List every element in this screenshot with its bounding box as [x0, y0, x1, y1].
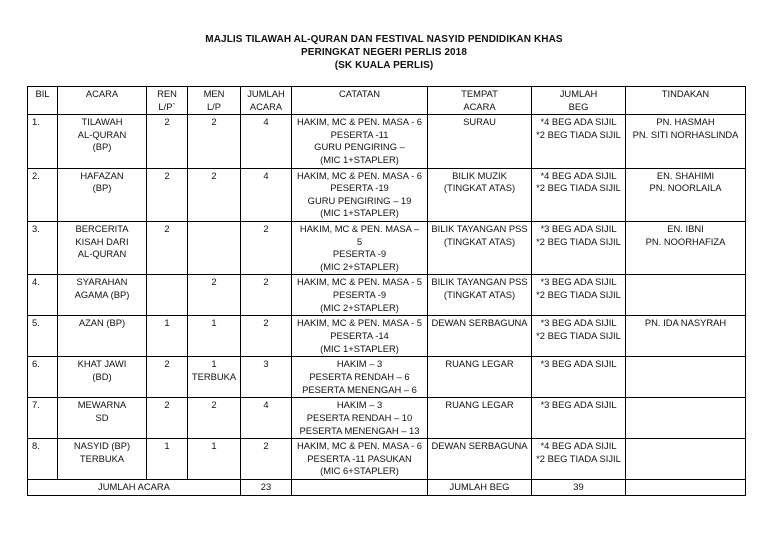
cell-jumlah-acara: 2: [241, 275, 292, 316]
cell-line: HAKIM, MC & PEN. MASA –: [299, 222, 420, 234]
cell-jumlah-beg: [532, 439, 626, 480]
cell-line: *3 BEG ADA SIJIL: [540, 276, 617, 288]
header-jumlah-acara: JUMLAH ACARA: [241, 87, 292, 115]
cell-line: 1: [211, 440, 217, 452]
cell-line: PESERTA -14: [330, 329, 389, 341]
cell-men: [188, 115, 241, 168]
cell-acara: [58, 439, 147, 480]
cell-tindakan: [626, 439, 746, 480]
cell-line: 2: [211, 399, 217, 411]
cell-line: TERBUKA: [79, 452, 125, 464]
cell-line: DEWAN SERBAGUNA: [431, 317, 528, 329]
table-row: [28, 221, 746, 274]
header-ren: REN L/P`: [147, 87, 188, 115]
cell-line: 1: [211, 317, 217, 329]
schedule-table: [27, 86, 746, 496]
table-header-row: [28, 87, 746, 115]
cell-bil: 2.: [28, 168, 58, 221]
cell-tindakan: [626, 316, 746, 357]
title-line-1: MAJLIS TILAWAH AL-QURAN DAN FESTIVAL NASYID PENDIDIKAN KHAS: [205, 34, 563, 45]
cell-tempat: [428, 115, 532, 168]
cell-line: AZAN (BP): [78, 317, 126, 329]
cell-bil: 4.: [28, 275, 58, 316]
cell-line: HAKIM, MC & PEN. MASA - 5: [296, 317, 423, 329]
cell-line: KISAH DARI: [75, 235, 129, 247]
cell-jumlah-acara: 4: [241, 398, 292, 439]
cell-line: (MIC 1+STAPLER): [320, 342, 399, 354]
footer-empty-tindakan: [626, 480, 746, 496]
cell-tempat: [428, 398, 532, 439]
cell-line: BERCERITA: [75, 222, 129, 234]
cell-line: PESERTA -9: [332, 288, 387, 300]
cell-catatan: [292, 168, 428, 221]
cell-line: PESERTA RENDAH – 6: [309, 370, 410, 382]
cell-line: (MIC 1+STAPLER): [320, 207, 399, 219]
cell-jumlah-acara: 2: [241, 316, 292, 357]
cell-jumlah-acara: 4: [241, 115, 292, 168]
cell-tindakan: [626, 115, 746, 168]
cell-line: *2 BEG TIADA SIJIL: [536, 288, 621, 300]
cell-line: TERBUKA: [191, 370, 237, 382]
cell-line: *4 BEG ADA SIJIL: [540, 116, 617, 128]
cell-tempat: [428, 221, 532, 274]
cell-line: PESERTA -9: [332, 248, 387, 260]
cell-line: GURU PENGIRING – 19: [307, 194, 412, 206]
cell-line: PN. IDA NASYRAH: [644, 317, 727, 329]
cell-line: *3 BEG ADA SIJIL: [540, 222, 617, 234]
cell-acara: [58, 221, 147, 274]
cell-line: 1: [211, 358, 217, 370]
header-acara: ACARA: [58, 87, 147, 115]
cell-line: (MIC 2+STAPLER): [320, 301, 399, 313]
jumlah-acara-label: JUMLAH ACARA: [28, 480, 241, 496]
cell-acara: [58, 115, 147, 168]
cell-line: EN. SHAHIMI: [656, 169, 715, 181]
cell-line: 2: [211, 169, 217, 181]
cell-line: *2 BEG TIADA SIJIL: [536, 128, 621, 140]
cell-line: AGAMA (BP): [74, 288, 130, 300]
cell-line: *2 BEG TIADA SIJIL: [536, 235, 621, 247]
cell-line: (TINGKAT ATAS): [443, 235, 516, 247]
cell-line: HAKIM, MC & PEN. MASA - 5: [296, 276, 423, 288]
cell-line: (MIC 1+STAPLER): [320, 153, 399, 165]
jumlah-beg-label: JUMLAH BEG: [428, 480, 532, 496]
cell-line: PN. NOORHAFIZA: [645, 235, 726, 247]
cell-line: *3 BEG ADA SIJIL: [540, 317, 617, 329]
cell-line: PN. NOORLAILA: [649, 182, 722, 194]
cell-line: PESERTA -11: [330, 128, 389, 140]
cell-line: (BP): [92, 182, 112, 194]
cell-line: BILIK TAYANGAN PSS: [431, 222, 528, 234]
cell-line: SYARAHAN: [76, 276, 128, 288]
cell-ren: [147, 275, 188, 316]
cell-bil: 1.: [28, 115, 58, 168]
cell-bil: 7.: [28, 398, 58, 439]
cell-ren: 1: [147, 439, 188, 480]
cell-bil: 6.: [28, 357, 58, 398]
cell-line: 2: [211, 116, 217, 128]
cell-jumlah-acara: 2: [241, 221, 292, 274]
cell-men: [188, 357, 241, 398]
cell-line: *2 BEG TIADA SIJIL: [536, 452, 621, 464]
cell-tindakan: [626, 168, 746, 221]
jumlah-acara-value: 23: [241, 480, 292, 496]
table-row: [28, 398, 746, 439]
cell-line: PESERTA -19: [330, 182, 389, 194]
cell-line: HAKIM – 3: [336, 399, 383, 411]
cell-men: [188, 275, 241, 316]
cell-line: *4 BEG ADA SIJIL: [540, 440, 617, 452]
cell-tempat: [428, 168, 532, 221]
header-tempat: TEMPAT ACARA: [428, 87, 532, 115]
cell-line: HAKIM – 3: [336, 358, 383, 370]
cell-tindakan: [626, 357, 746, 398]
cell-line: AL-QURAN: [77, 248, 127, 260]
cell-line: (TINGKAT ATAS): [443, 288, 516, 300]
cell-men: [188, 168, 241, 221]
cell-jumlah-acara: 3: [241, 357, 292, 398]
cell-line: KHAT JAWI: [77, 358, 127, 370]
cell-tempat: [428, 316, 532, 357]
title-line-2: PERINGKAT NEGERI PERLIS 2018: [301, 47, 467, 58]
table-footer-row: [28, 480, 746, 496]
cell-line: PESERTA MENENGAH – 13: [299, 424, 420, 436]
table-row: [28, 357, 746, 398]
cell-ren: 2: [147, 398, 188, 439]
cell-line: AL-QURAN: [77, 128, 127, 140]
cell-line: MEWARNA: [77, 399, 127, 411]
cell-line: BILIK MUZIK: [452, 169, 507, 181]
cell-acara: [58, 316, 147, 357]
cell-catatan: [292, 221, 428, 274]
cell-line: *4 BEG ADA SIJIL: [540, 169, 617, 181]
cell-catatan: [292, 398, 428, 439]
cell-line: HAKIM, MC & PEN. MASA - 6: [296, 169, 423, 181]
header-bil: BIL: [28, 87, 58, 115]
header-catatan: CATATAN: [292, 87, 428, 115]
cell-line: PN. HASMAH: [656, 116, 715, 128]
cell-line: HAKIM, MC & PEN. MASA - 6: [296, 116, 423, 128]
header-tindakan: TINDAKAN: [626, 87, 746, 115]
title-line-3: (SK KUALA PERLIS): [334, 60, 434, 71]
cell-men: [188, 398, 241, 439]
cell-men: [188, 316, 241, 357]
cell-line: (MIC 2+STAPLER): [320, 260, 399, 272]
cell-jumlah-beg: [532, 221, 626, 274]
cell-ren: 1: [147, 316, 188, 357]
header-men: MEN L/P: [188, 87, 241, 115]
cell-line: 5: [356, 235, 363, 247]
document-title: [0, 33, 768, 72]
cell-line: (MIC 6+STAPLER): [320, 465, 399, 477]
cell-line: SURAU: [463, 116, 496, 128]
cell-line: HAFAZAN: [80, 169, 124, 181]
cell-catatan: [292, 357, 428, 398]
cell-line: PESERTA MENENGAH – 6: [302, 383, 417, 395]
cell-line: *2 BEG TIADA SIJIL: [536, 182, 621, 194]
cell-line: BILIK TAYANGAN PSS: [431, 276, 528, 288]
cell-line: PESERTA RENDAH – 10: [306, 411, 413, 423]
cell-line: (BP): [92, 141, 112, 153]
cell-line: RUANG LEGAR: [445, 358, 514, 370]
cell-jumlah-beg: [532, 398, 626, 439]
cell-ren: 2: [147, 357, 188, 398]
header-jumlah-beg: JUMLAH BEG: [532, 87, 626, 115]
cell-acara: [58, 275, 147, 316]
cell-bil: 3.: [28, 221, 58, 274]
cell-tindakan: [626, 275, 746, 316]
cell-line: PN. SITI NORHASLINDA: [632, 128, 739, 140]
cell-line: (BD): [92, 370, 112, 382]
cell-men: [188, 439, 241, 480]
cell-line: EN. IBNI: [667, 222, 704, 234]
table-row: [28, 439, 746, 480]
cell-line: *3 BEG ADA SIJIL: [540, 399, 617, 411]
cell-tindakan: [626, 221, 746, 274]
cell-tempat: [428, 439, 532, 480]
cell-line: *2 BEG TIADA SIJIL: [536, 329, 621, 341]
cell-acara: [58, 357, 147, 398]
cell-catatan: [292, 115, 428, 168]
cell-line: PESERTA -11 PASUKAN: [307, 452, 412, 464]
cell-line: DEWAN SERBAGUNA: [431, 440, 528, 452]
cell-catatan: [292, 275, 428, 316]
cell-line: *3 BEG ADA SIJIL: [540, 358, 617, 370]
cell-line: RUANG LEGAR: [445, 399, 514, 411]
table-body: [28, 115, 746, 480]
cell-line: SD: [95, 411, 109, 423]
cell-jumlah-beg: [532, 275, 626, 316]
cell-tindakan: [626, 398, 746, 439]
cell-ren: 2: [147, 221, 188, 274]
cell-jumlah-beg: [532, 316, 626, 357]
cell-jumlah-acara: 2: [241, 439, 292, 480]
cell-line: TILAWAH: [81, 116, 123, 128]
cell-acara: [58, 398, 147, 439]
cell-line: NASYID (BP): [73, 440, 131, 452]
cell-acara: [58, 168, 147, 221]
cell-bil: 5.: [28, 316, 58, 357]
cell-line: HAKIM, MC & PEN. MASA - 6: [296, 440, 423, 452]
cell-jumlah-beg: [532, 115, 626, 168]
jumlah-beg-value: 39: [532, 480, 626, 496]
cell-bil: 8.: [28, 439, 58, 480]
cell-men: [188, 221, 241, 274]
table-row: [28, 168, 746, 221]
cell-line: GURU PENGIRING –: [314, 141, 405, 153]
cell-tempat: [428, 357, 532, 398]
cell-tempat: [428, 275, 532, 316]
cell-jumlah-beg: [532, 168, 626, 221]
cell-catatan: [292, 316, 428, 357]
footer-empty-catatan: [292, 480, 428, 496]
table-row: [28, 316, 746, 357]
cell-jumlah-beg: [532, 357, 626, 398]
table-row: [28, 115, 746, 168]
cell-line: (TINGKAT ATAS): [443, 182, 516, 194]
cell-catatan: [292, 439, 428, 480]
cell-line: 2: [211, 276, 217, 288]
cell-jumlah-acara: 4: [241, 168, 292, 221]
table-row: [28, 275, 746, 316]
cell-ren: 2: [147, 168, 188, 221]
cell-ren: 2: [147, 115, 188, 168]
